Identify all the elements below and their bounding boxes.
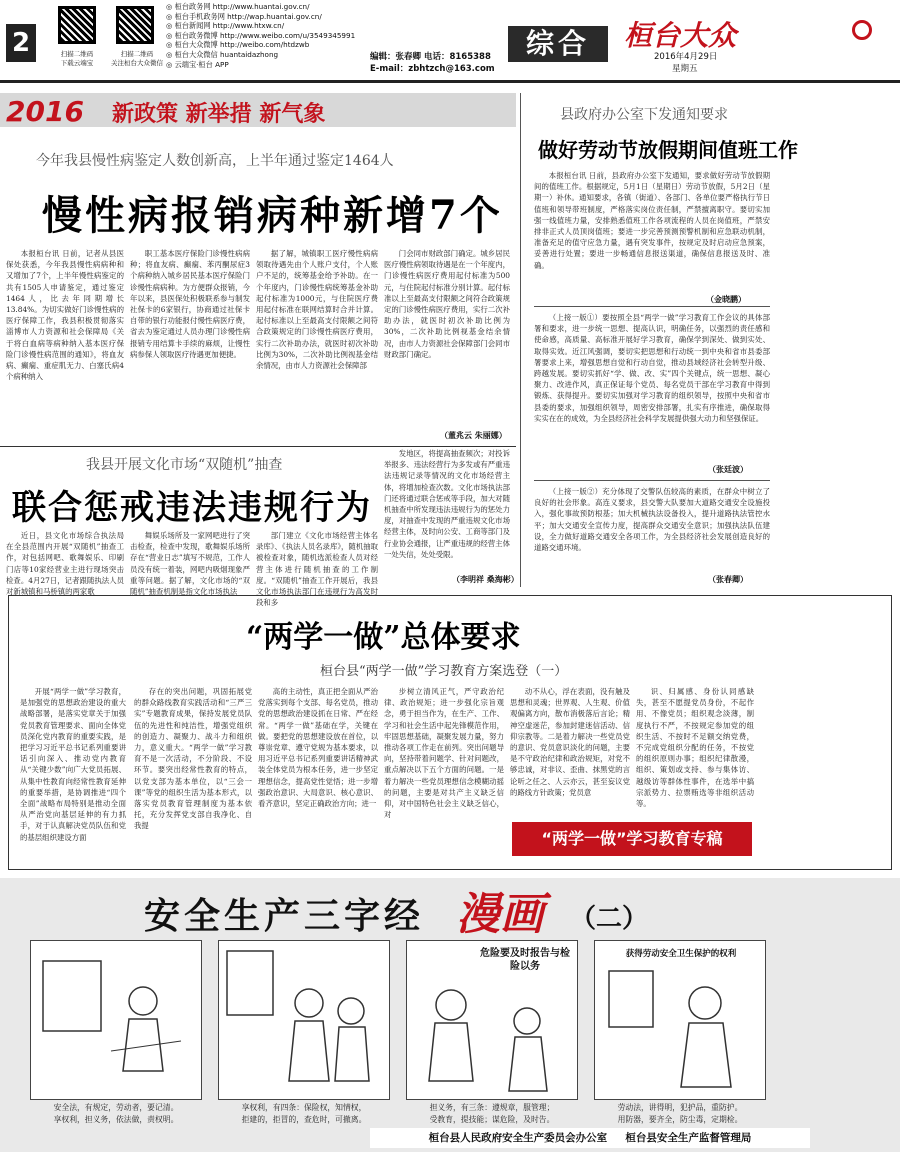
article2-byline: （李明祥 桑海彬） [452, 574, 519, 584]
masthead: 桓台大众 [624, 19, 737, 52]
article3-byline: （金晓鹏） [706, 294, 746, 304]
banner-slogan: 新政策 新举措 新气象 [112, 101, 326, 127]
comic-caption-4: 劳动法，讲得明，犯护品，重防护。 用防器，要齐全，防尘毒，定期检。 [617, 1103, 743, 1124]
comic-sign: 危险要及时报告与检险以务 [480, 948, 570, 972]
lxyz-col6: 识、归属感、身份认同感缺失，甚至不愿提党员身份，不起作用、不像党员；组织观念淡薄，制度执行不严，不按规定参加党的组织生活、不按时不足额交纳党费，不完成党组织分配的任务，不按党的组织原则办事；组织纪律散漫，组织、策划或支持、参与集体访、越级访等群体性事件，在选举中搞宗派势力、拉票贿选等非组织活动等。 [636, 687, 754, 809]
lxyz-col4: 步树立清风正气，严守政治纪律、政治规矩；进一步强化宗旨观念，勇于担当作为，在生产、工作、学习和社会生活中起先锋模范作用，牢固思想基础，凝聚发展力量，努力推动各项工作走在前列。突出问题导向，坚持带着问题学、针对问题改，重点解决以下五个方面的问题。一是着力解决一些党员理想信念模糊动摇的问题，主要是对共产主义缺乏信仰，对中国特色社会主义缺乏信心，对 [384, 687, 504, 820]
article1-col4: 门会同市财政部门确定。城乡居民医疗慢性病领取待遇是在一个年度内，门诊慢性病医疗费用起付标准为500元，与住院起付标准分别计算。起付标准以上至最高支付限额之间符合政策规定的门诊慢性病医疗费用，实行二次补助办法，就医时初次补助比例为30%，二次补助比例视基金结余情况，由市人力资源社会保障部门会同市财政部门确定。 [384, 249, 510, 359]
article2-col2: 舞娱乐场所及一家网吧进行了突击检查，检查中发现，歌舞娱乐场所存在“营业日志”填写不规范，工作人员没有统一着装，网吧内吸烟现象严重等问题。据了解，文化市场的“双随机”抽查机制是指文化市场执法 [130, 531, 250, 597]
divider [0, 446, 516, 447]
column-divider [520, 93, 521, 587]
link-item[interactable]: ◎ 云端宝·桓台 APP [166, 60, 355, 70]
comic-illustration [219, 941, 391, 1101]
link-item[interactable]: ◎ 桓台大众微博 http://weibo.com/htdzwb [166, 40, 355, 50]
article1-headline: 慢性病报销病种新增7个 [42, 192, 503, 239]
comic-panel-3 [406, 940, 578, 1100]
article1-col1: 本报桓台讯 日前，记者从县医保处获悉，今年我县慢性病病种和又增加了7个，上半年慢性病鉴定的共有1505人申请鉴定，通过鉴定1464人，比去年同期增长13.84%。为切实做好门诊慢性病的医疗保障工作，我县积极贯彻落实淄博市人力资源和社会保障局《关于将白血病等病种纳入基本医疗保险门诊慢性病范围的通知》，将血友病、癫痫、重症肌无力、白塞氏病4个病种纳入 [6, 249, 124, 382]
article1-kicker: 今年我县慢性病鉴定人数创新高，上半年通过鉴定1464人 [36, 153, 394, 169]
comic-sign: 获得劳动安全卫生保护的权利 [625, 949, 737, 959]
comic-number: （二） [570, 904, 649, 934]
comic-caption-1: 安全法，有规定，劳动者，要记清。 享权利，担义务，依法做，责权明。 [53, 1103, 179, 1124]
lxyz-col2: 存在的突出问题，巩固拓展党的群众路线教育实践活动和“三严三实”专题教育成果，保持发展党员队伍的先进性和纯洁性，增强党组织的创造力、凝聚力、战斗力和组织力，意义重大。“两学一做”学习教育不是一次活动，不分阶段、不设环节。要突出经常性教育的特点，以党支部为基本单位，以“三会一课”等党的组织生活为基本形式，以落实党员教育管理制度为基本依托，充分发挥党支部自我净化、自我提 [134, 687, 252, 831]
article2-kicker: 我县开展文化市场“双随机”抽查 [86, 457, 283, 473]
lxyz-badge: “两学一做”学习教育专稿 [512, 822, 752, 856]
article2-col3: 部门建立《文化市场经营主体名录库》、《执法人员名录库》，随机抽取被检查对象，随机选派检查人员对经营主体进行随机抽查的工作制度。“双随机”抽查工作开展后，我县文化市场执法部门在违规行为高发时段和多 [256, 531, 378, 608]
comic-caption-3: 担义务，有三条：遵规章，服管理； 受教育，提技能；谋危险，及时告。 [429, 1103, 555, 1124]
lxyz-col3: 高的主动性，真正把全面从严治党落实到每个支部、每名党员，推动党的思想政治建设抓在日常、严在经常。“两学一做”基础在学，关键在做。要把党的思想建设放在首位，以尊崇党章、遵守党规为基本要求，以用习近平总书记系列重要讲话精神武装全体党员为根本任务，进一步坚定理想信念，提高党性觉悟；进一步增强政治意识、大局意识、核心意识、看齐意识，坚定正确政治方向；进一 [258, 687, 378, 809]
link-item[interactable]: ◎ 桓台政务网 http://www.huantai.gov.cn/ [166, 2, 355, 12]
comic-panel-1 [30, 940, 202, 1100]
link-item[interactable]: ◎ 桓台手机政务网 http://wap.huantai.gov.cn/ [166, 12, 355, 22]
link-item[interactable]: ◎ 桓台大众微信 huantaidazhong [166, 50, 355, 60]
page-number: 2 [6, 24, 36, 62]
divider [534, 480, 770, 481]
banner-year: 2016 [6, 95, 84, 128]
editor-info: 编辑：张春卿 电话：8165388 [370, 52, 491, 62]
editor-email: E-mail：zbhtzch@163.com [370, 64, 495, 74]
qr-code-app [58, 6, 96, 44]
article5-body: （上接一版②）充分体现了交警队伍较高的素质，在群众中树立了良好的社会形象。高连义要求，县交警大队要加大道路交通安全设施投入，强化事故预防根基；加大机械执法设备投入，提升道路执法管控水平；加大交通安全宣传力度，提高群众交通安全意识；加强执法队伍建设，全力做好道路交通安全各项工作，为全县经济社会发展创造良好的道路交通环境。 [534, 487, 770, 553]
comic-illustration [31, 941, 203, 1101]
link-item[interactable]: ◎ 桓台新闻网 http://www.htxw.cn/ [166, 21, 355, 31]
article5-byline: （张春卿） [708, 574, 748, 584]
article3-headline: 做好劳动节放假期间值班工作 [538, 138, 798, 162]
comic-accent: 漫画 [456, 889, 544, 940]
comic-panel-2 [218, 940, 390, 1100]
comic-sponsor-1: 桓台县人民政府安全生产委员会办公室 [428, 1132, 608, 1144]
article1-col3: 据了解，城镇职工医疗慢性病病领取待遇先由个人账户支付，个人账户不足的，统筹基金给予补助。在一个年度内，门诊慢性病统筹基金补助起付标准为1000元，与住院医疗费用起付标准在联网结算时合并计算。起付标准以上至最高支付限额之间符合政策规定的门诊慢性病医疗费用，实行二次补助办法，就医时初次补助比例为30%，二次补助比例视基金结余情况，由市人力资源社会保障部 [256, 249, 378, 371]
header-rule [0, 80, 900, 83]
article2-col1: 近日，县文化市场综合执法局在全县范围内开展“双随机”抽查工作，对包括网吧、歌舞娱乐、印刷门店等10家经营业主进行现场突击检查。4月27日，记者跟随执法人员对新城镇和马桥镇的两家歌 [6, 531, 124, 597]
header-links [166, 2, 355, 69]
article2-headline: 联合惩戒违法违规行为 [12, 488, 372, 528]
article1-byline: （董兆云 朱丽娜） [440, 430, 507, 440]
lxyz-subtitle: 桓台县“两学一做”学习教育方案选登（一） [320, 664, 568, 679]
comic-caption-2: 享权利，有四条：保险权，知情权， 拒建的，拒冒的，查危时，可撤离。 [241, 1103, 367, 1124]
lxyz-col5: 动不从心，浮在表面，没有触及思想和灵魂；世界观、人生观、价值观偏离方向，散布消极落后言论；精神空虚迷茫，参加封建迷信活动、信仰宗教等。二是着力解决一些党员党的意识、党员意识淡化的问题，主要是不守政治纪律和政治规矩，对党不够忠诚，对非议、歪曲、抹黑党的言论听之任之、人云亦云，甚至妄议党的路线方针政策；党员意 [510, 687, 630, 797]
article2-col4: 发地区，将提高抽查频次；对投诉举报多、违法经营行为多发或有严重违法违规记录等情况的文化市场经营主体，将增加检查次数。文化市场执法部门还将通过联合惩戒等手段，加大对随机抽查中所发现违法违规行为的惩处力度，对抽查中发现的严重违规文化市场经营主体，及时向公安、工商等部门及行业协会通报，让严重违规的经营主体一处失信，处处受限。 [384, 449, 510, 559]
article3-kicker: 县政府办公室下发通知要求 [560, 107, 728, 123]
qr-caption-wechat: 扫描二维码 关注桓台大众微信 [111, 50, 163, 67]
article4-body: （上接一版①）要按照全县“两学一做”学习教育工作会议的具体部署和要求，进一步统一思想、提高认识，明确任务，以强烈的责任感和使命感，高质量、高标准开展好学习教育，确保学到深处、做到实处、取得实效。近江风强调，要切实把思想和行动统一到中央和省市县委部署要求上来，增强思想自觉和行动自觉，推动县域经济社会转型升级、跨越发展。要切实抓好“学、做、改、实”四个关键点，统一思想、凝心聚力、改进作风，真正保证每个党员、每名党员干部在学习教育中得到锻炼、获得提升。要切实加强对学习教育的组织领导，按照中央和省市县委的要求，加强组织领导，周密安排部署，扎实有序推进，确保取得实实在在的成效，为全县经济社会科学发展提供强大动力和坚强保证。 [534, 313, 770, 423]
qr-caption-app: 扫描二维码 下载云端宝 [60, 50, 94, 67]
masthead-logo-icon [852, 20, 872, 40]
comic-footer [370, 1128, 810, 1148]
link-item[interactable]: ◎ 桓台政务微博 http://www.weibo.com/u/3549345991 [166, 31, 355, 41]
comic-title: 安全生产三字经 [144, 895, 425, 937]
issue-date: 2016年4月29日 [654, 52, 718, 62]
lxyz-col1: 开展“两学一做”学习教育，是加强党的思想政治建设的重大战略部署，是落实党章关于加强党员教育管理要求、面向全体党员深化党内教育的重要实践，是把学习习近平总书记系列重要讲话引向深入、推动党内教育从“关键少数”向广大党员拓展、从集中性教育向经常性教育延伸的重要举措，是协调推进“四个全面”战略布局特别是推动全面从严治党向基层延伸的有力抓手，对于认真解决党员队伍和党的基层组织建设方面 [20, 687, 126, 842]
comic-sponsor-2: 桓台县安全生产监督管理局 [625, 1132, 752, 1144]
issue-weekday: 星期五 [672, 64, 698, 74]
article1-col2: 职工基本医疗保险门诊慢性病病种；将血友病、癫痫、苯丙酮尿症3个病种纳入城乡居民基本医疗保险门诊慢性病病种。为方便群众报销，今年以来，县医保处积极联系参与制发社保卡的6家银行，协商通过社保卡自带的银行功能报付慢性病医疗费，省去为鉴定通过人员办理门诊慢性病报销专用结算卡手续的麻烦，让慢性病参保人领取医疗待遇更加便捷。 [130, 249, 250, 359]
section-label: 综合 [508, 26, 608, 62]
lxyz-headline: “两学一做”总体要求 [246, 620, 521, 655]
qr-code-wechat [116, 6, 154, 44]
comic-illustration [595, 941, 767, 1101]
article4-byline: （张廷波） [708, 464, 748, 474]
article3-body: 本报桓台讯 日前，县政府办公室下发通知，要求做好劳动节放假期间的值班工作。根据规定，5月1日（星期日）劳动节放假，5月2日（星期一）补休。通知要求，各镇（街道）、各部门、各单位要严格执行节日值班和领导带班制度，严格落实岗位责任制，严禁擅离职守。要切实加强一线值班力量，安排熟悉值班工作各项流程的人员在岗值班，严禁安排非正式人员顶岗值班；要进一步完善预测预警机制和应急联动机制，准备充足的值守应急力量，遇有突发事件，按规定及时启动应急预案，妥善进行处置；要进一步畅通信息报送渠道，确保信息报送及时、准确。 [534, 171, 770, 270]
divider [534, 306, 770, 307]
comic-panel-4 [594, 940, 766, 1100]
